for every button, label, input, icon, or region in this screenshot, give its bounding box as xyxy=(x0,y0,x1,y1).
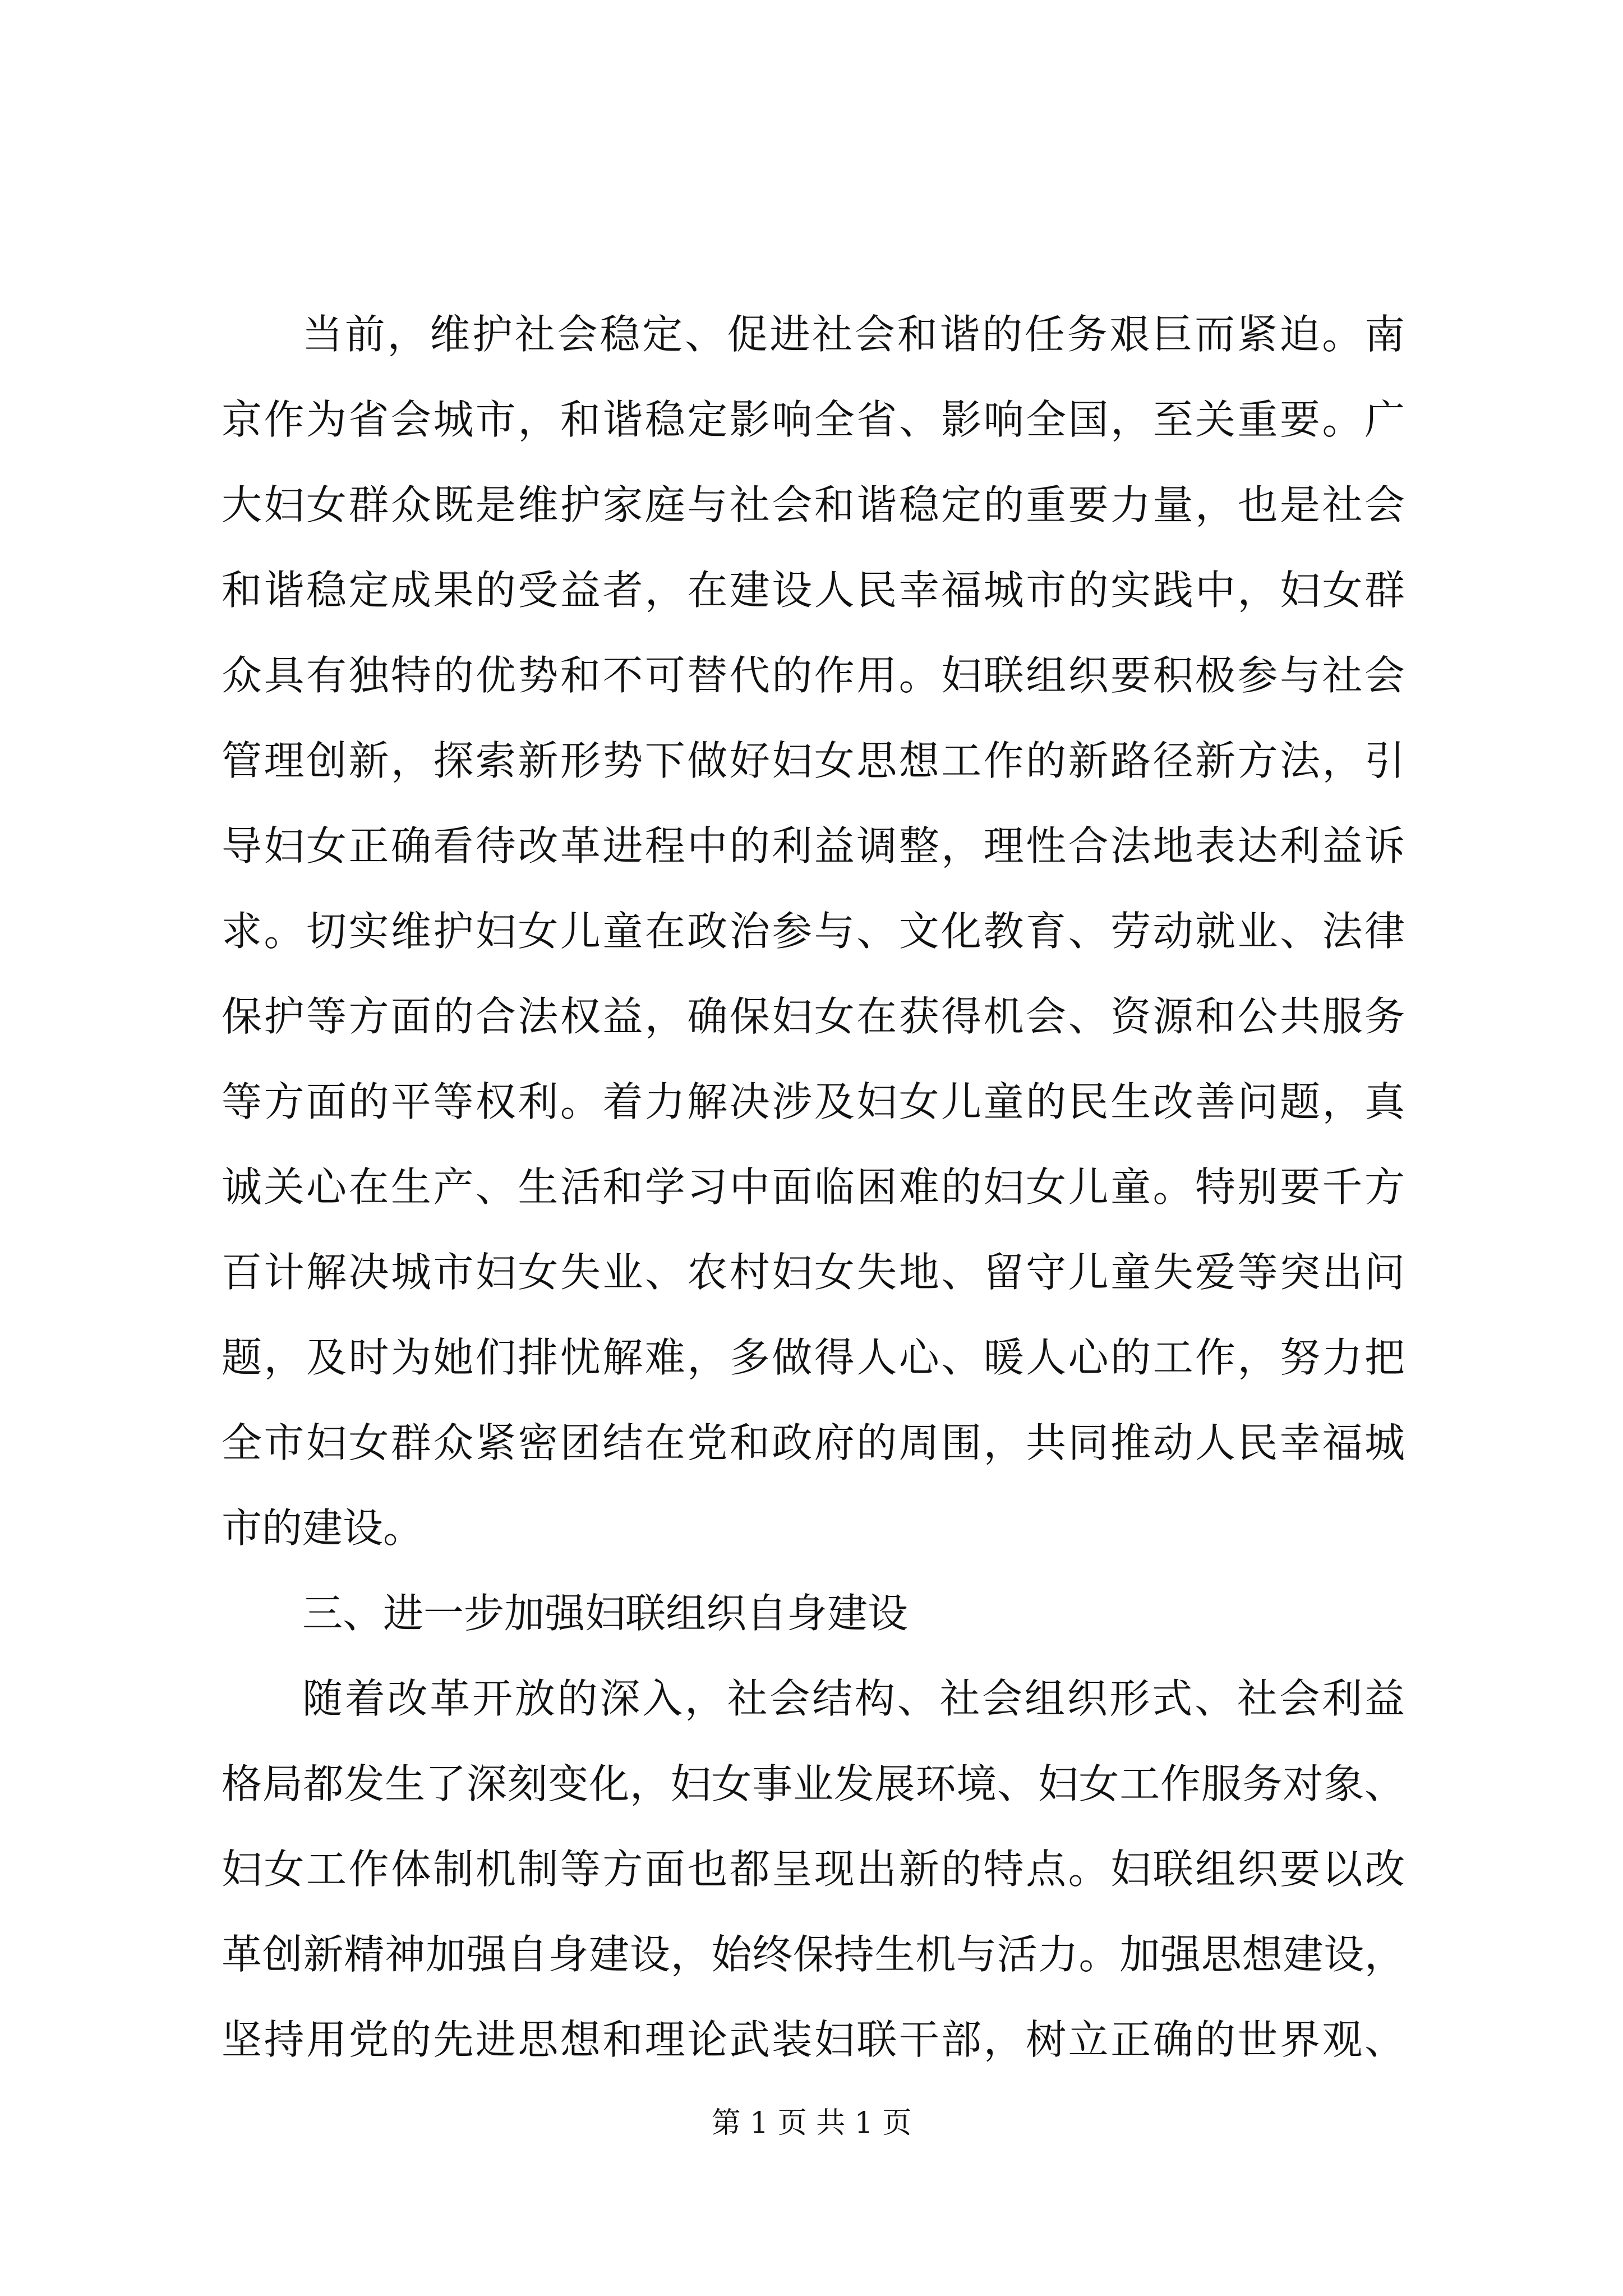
paragraph-line: 管理创新，探索新形势下做好妇女思想工作的新路径新方法，引 xyxy=(222,737,1405,784)
paragraph-line: 等方面的平等权利。着力解决涉及妇女儿童的民生改善问题，真 xyxy=(222,1078,1405,1125)
page-footer: 第 1 页 共 1 页 xyxy=(711,2106,912,2140)
paragraph-line: 随着改革开放的深入，社会结构、社会组织形式、社会利益 xyxy=(302,1675,1405,1722)
paragraph-line: 坚持用党的先进思想和理论武装妇联干部，树立正确的世界观、 xyxy=(222,2016,1405,2063)
paragraph-line: 当前，维护社会稳定、促进社会和谐的任务艰巨而紧迫。南 xyxy=(302,311,1405,358)
paragraph-line: 百计解决城市妇女失业、农村妇女失地、留守儿童失爱等突出问 xyxy=(222,1249,1405,1296)
paragraph-line: 题，及时为她们排忧解难，多做得人心、暖人心的工作，努力把 xyxy=(222,1334,1405,1381)
paragraph-line: 大妇女群众既是维护家庭与社会和谐稳定的重要力量，也是社会 xyxy=(222,481,1405,528)
paragraph-line: 全市妇女群众紧密团结在党和政府的周围，共同推动人民幸福城 xyxy=(222,1419,1405,1466)
paragraph-line: 和谐稳定成果的受益者，在建设人民幸福城市的实践中，妇女群 xyxy=(222,567,1405,614)
paragraph-line: 众具有独特的优势和不可替代的作用。妇联组织要积极参与社会 xyxy=(222,652,1405,699)
paragraph-line: 革创新精神加强自身建设，始终保持生机与活力。加强思想建设， xyxy=(222,1931,1405,1978)
document-body xyxy=(222,292,1405,2082)
paragraph-line: 妇女工作体制机制等方面也都呈现出新的特点。妇联组织要以改 xyxy=(222,1846,1405,1893)
paragraph-line: 诚关心在生产、生活和学习中面临困难的妇女儿童。特别要千方 xyxy=(222,1163,1405,1211)
paragraph-line: 导妇女正确看待改革进程中的利益调整，理性合法地表达利益诉 xyxy=(222,822,1405,869)
paragraph-line: 保护等方面的合法权益，确保妇女在获得机会、资源和公共服务 xyxy=(222,993,1405,1040)
section-heading: 三、进一步加强妇联组织自身建设 xyxy=(302,1590,909,1637)
paragraph-line: 市的建设。 xyxy=(222,1504,424,1552)
paragraph-line: 格局都发生了深刻变化，妇女事业发展环境、妇女工作服务对象、 xyxy=(222,1760,1405,1807)
paragraph-line: 求。切实维护妇女儿童在政治参与、文化教育、劳动就业、法律 xyxy=(222,908,1405,955)
paragraph-line: 京作为省会城市，和谐稳定影响全省、影响全国，至关重要。广 xyxy=(222,396,1405,443)
